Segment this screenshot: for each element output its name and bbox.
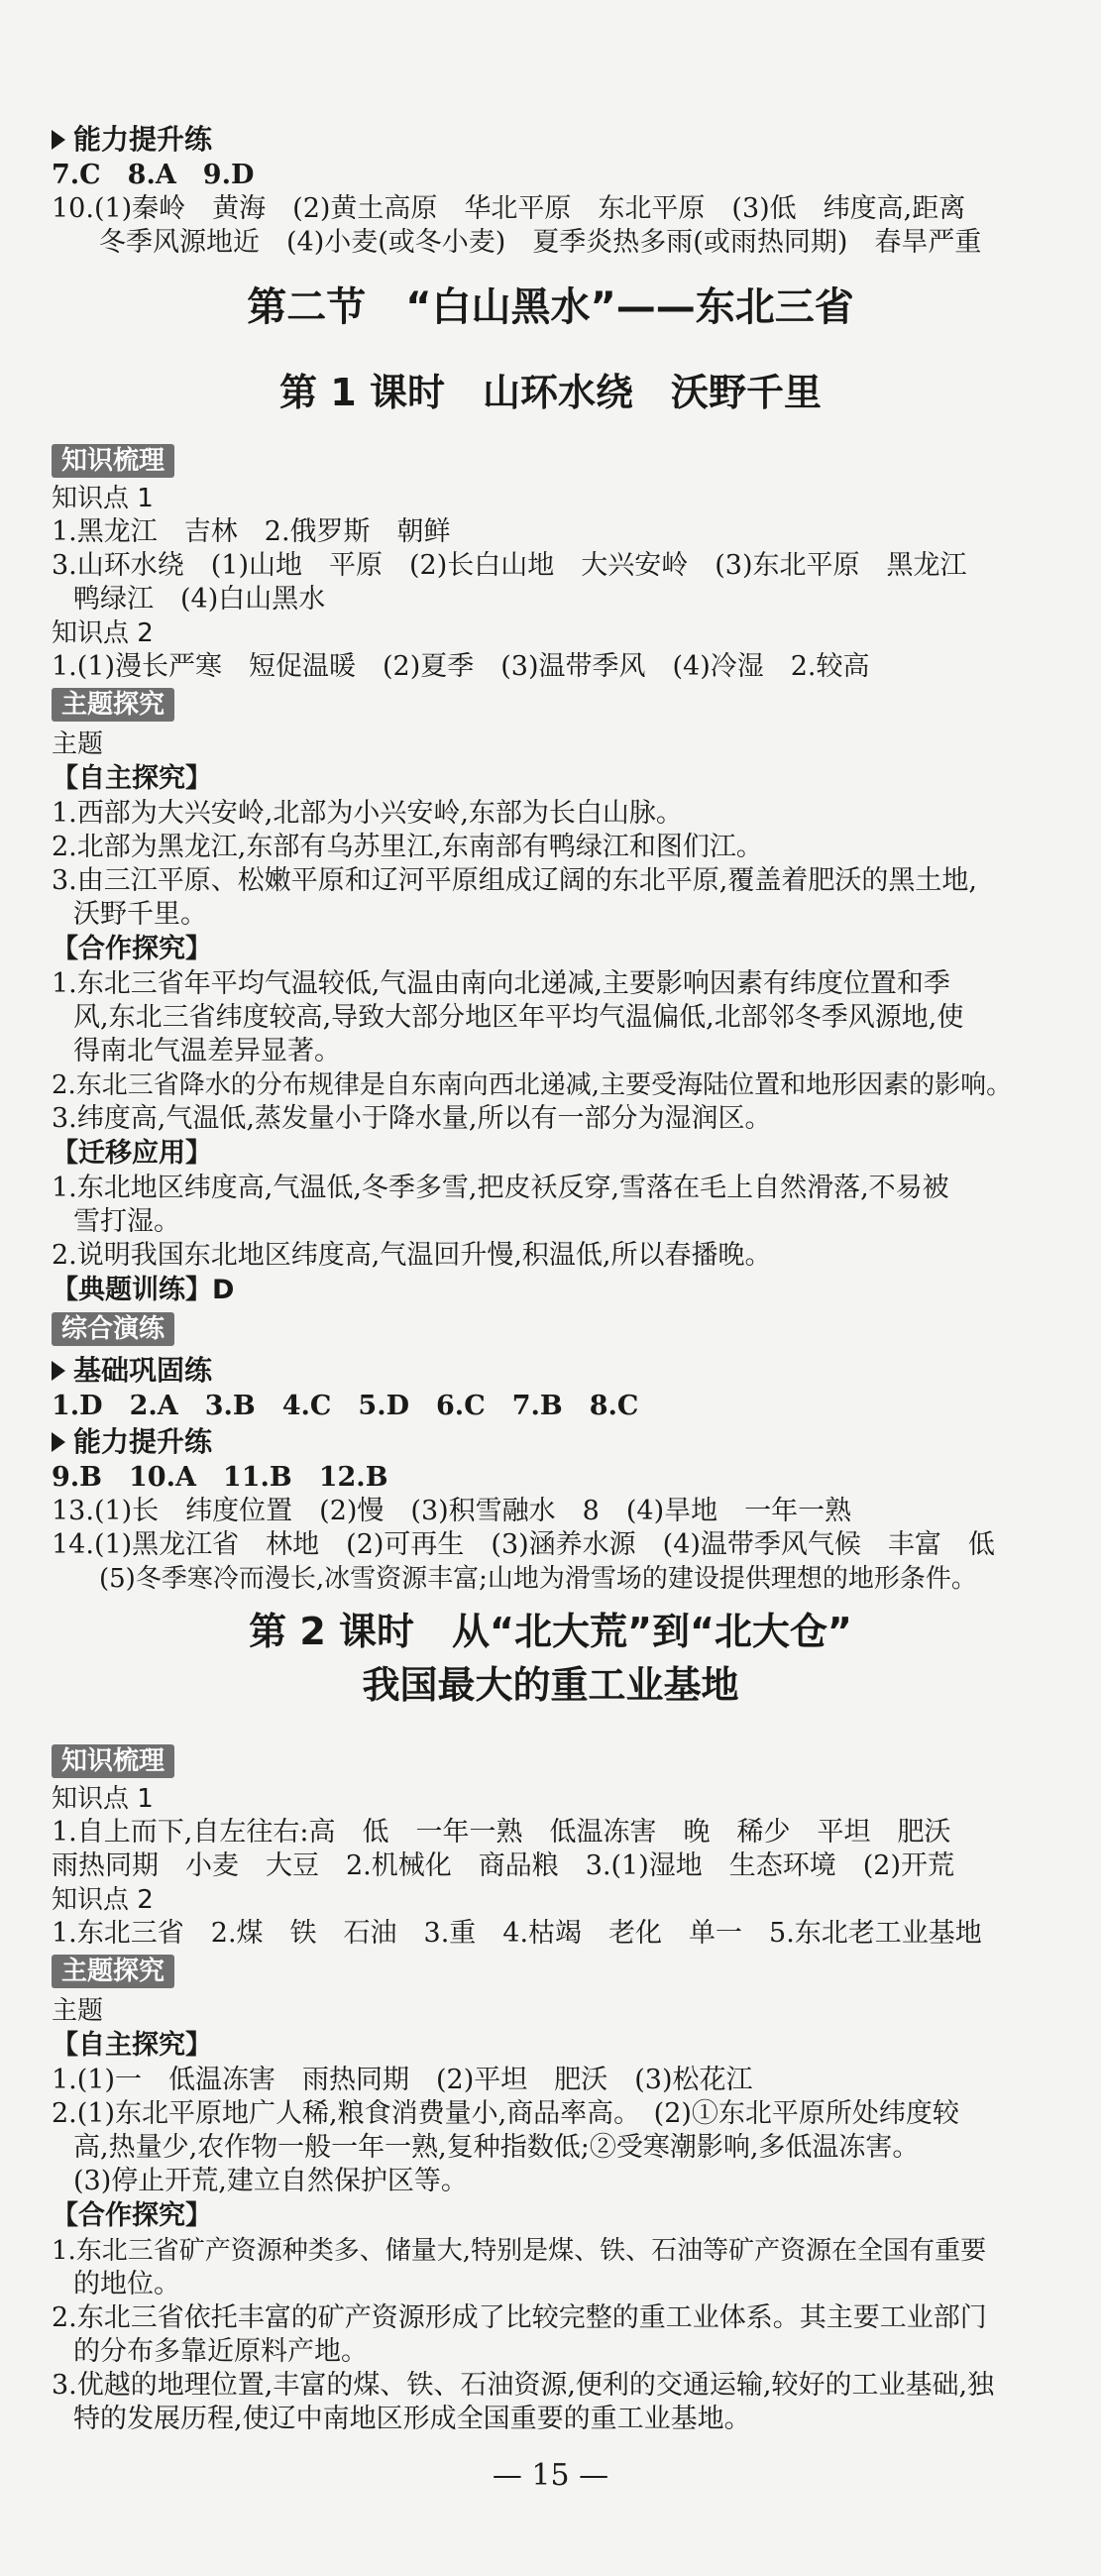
answer-line: 1.东北地区纬度高,气温低,冬季多雪,把皮袄反穿,雪落在毛上自然滑落,不易被 (52, 1173, 949, 1203)
answer-line: 1.东北三省矿产资源种类多、储量大,特别是煤、铁、石油等矿产资源在全国有重要 (52, 2236, 987, 2266)
triangle-icon (52, 1361, 65, 1381)
answer-line: 3.山环水绕 (1)山地 平原 (2)长白山地 大兴安岭 (3)东北平原 黑龙江 (52, 550, 967, 581)
answer-line: 雨热同期 小麦 大豆 2.机械化 商品粮 3.(1)湿地 生态环境 (2)开荒 (52, 1850, 955, 1881)
answer-line: 2.(1)东北平原地广人稀,粮食消费量小,商品率高。 (2)①东北平原所处纬度较 (52, 2098, 959, 2129)
answer-line: 3.由三江平原、松嫩平原和辽河平原组成辽阔的东北平原,覆盖着肥沃的黑土地, (52, 865, 977, 896)
answer-line: 风,东北三省纬度较高,导致大部分地区年平均气温偏低,北部邻冬季风源地,使 (73, 1002, 964, 1033)
knowledge-point: 知识点 1 (52, 484, 154, 513)
triangle-icon (52, 130, 65, 150)
answer-line: 特的发展历程,使辽中南地区形成全国重要的重工业基地。 (73, 2404, 751, 2434)
section-heading: 能力提升练 (52, 121, 1061, 159)
answer-line: 沃野千里。 (73, 899, 207, 930)
answer-line: 13.(1)长 纬度位置 (2)慢 (3)积雪融水 8 (4)旱地 一年一熟 (52, 1496, 852, 1526)
lesson-subtitle: 我国最大的重工业基地 (362, 1663, 739, 1707)
answer-line: 的分布多靠近原料产地。 (73, 2336, 368, 2367)
answer-line: 鸭绿江 (4)白山黑水 (73, 584, 326, 615)
subsection-heading: 【合作探究】 (52, 2200, 212, 2231)
lesson-title: 第 1 课时 山环水绕 沃野千里 (279, 371, 822, 414)
knowledge-point: 知识点 1 (52, 1784, 154, 1814)
answer-line: (3)停止开荒,建立自然保护区等。 (73, 2166, 468, 2196)
page-number: — 15 — (492, 2458, 609, 2493)
answer-line: 1.(1)漫长严寒 短促温暖 (2)夏季 (3)温带季风 (4)冷湿 2.较高 (52, 651, 870, 682)
section-badge: 知识梳理 (52, 1744, 174, 1778)
answer-line: 冬季风源地近 (4)小麦(或冬小麦) 夏季炎热多雨(或雨热同期) 春旱严重 (99, 227, 982, 258)
answer-line: (5)冬季寒冷而漫长,冰雪资源丰富;山地为滑雪场的建设提供理想的地形条件。 (99, 1564, 977, 1594)
answer-line: 高,热量少,农作物一般一年一熟,复种指数低;②受寒潮影响,多低温冻害。 (73, 2132, 920, 2163)
answer-line: 2.说明我国东北地区纬度高,气温回升慢,积温低,所以春播晚。 (52, 1240, 772, 1271)
subsection-heading: 【合作探究】 (52, 934, 212, 964)
answer-line: 1.西部为大兴安岭,北部为小兴安岭,东部为长白山脉。 (52, 798, 683, 829)
section-title: 第二节 “白山黑水”——东北三省 (247, 284, 854, 330)
answer-line: 9.B 10.A 11.B 12.B (52, 1462, 388, 1493)
answer-line: 的地位。 (73, 2269, 180, 2299)
section-badge: 主题探究 (52, 1955, 174, 1988)
answer-line: 2.东北三省依托丰富的矿产资源形成了比较完整的重工业体系。其主要工业部门 (52, 2302, 987, 2333)
theme-label: 主题 (52, 1996, 104, 2026)
section-heading: 能力提升练 (52, 1423, 1061, 1461)
answer-line: 得南北气温差异显著。 (73, 1036, 341, 1066)
top-section (52, 121, 1061, 260)
section-badge: 主题探究 (52, 688, 174, 722)
knowledge-point: 知识点 2 (52, 618, 154, 648)
section-badge: 知识梳理 (52, 444, 174, 478)
lesson-title: 第 2 课时 从“北大荒”到“北大仓” (249, 1610, 852, 1653)
subsection-heading: 【典题训练】D (52, 1275, 235, 1305)
subsection-heading: 【自主探究】 (52, 2030, 212, 2061)
answer-line: 1.D 2.A 3.B 4.C 5.D 6.C 7.B 8.C (52, 1391, 639, 1421)
answer-line: 3.纬度高,气温低,蒸发量小于降水量,所以有一部分为湿润区。 (52, 1103, 772, 1134)
answer-line: 10.(1)秦岭 黄海 (2)黄土高原 华北平原 东北平原 (3)低 纬度高,距离 (52, 193, 966, 224)
answer-line: 14.(1)黑龙江省 林地 (2)可再生 (3)涵养水源 (4)温带季风气候 丰富 低 (52, 1529, 995, 1560)
theme-label: 主题 (52, 729, 104, 759)
answer-line: 1.东北三省 2.煤 铁 石油 3.重 4.枯竭 老化 单一 5.东北老工业基地 (52, 1918, 982, 1949)
answer-line: 7.C 8.A 9.D (52, 160, 255, 190)
subsection-heading: 【迁移应用】 (52, 1138, 212, 1169)
subsection-heading: 【自主探究】 (52, 763, 212, 794)
triangle-icon (52, 1432, 65, 1452)
section-heading: 基础巩固练 (52, 1352, 1061, 1390)
section-badge: 综合演练 (52, 1312, 174, 1346)
answer-line: 1.东北三省年平均气温较低,气温由南向北递减,主要影响因素有纬度位置和季 (52, 968, 950, 999)
answer-line: 1.自上而下,自左往右:高 低 一年一熟 低温冻害 晚 稀少 平坦 肥沃 (52, 1817, 951, 1848)
lesson2-content (52, 1744, 1061, 2436)
answer-line: 雪打湿。 (73, 1206, 180, 1237)
answer-line: 2.北部为黑龙江,东部有乌苏里江,东南部有鸭绿江和图们江。 (52, 832, 763, 862)
lesson1-content (52, 444, 1061, 1596)
answer-line: 1.(1)一 低温冻害 雨热同期 (2)平坦 肥沃 (3)松花江 (52, 2065, 753, 2095)
answer-line: 2.东北三省降水的分布规律是自东南向西北递减,主要受海陆位置和地形因素的影响。 (52, 1070, 1013, 1100)
answer-line: 3.优越的地理位置,丰富的煤、铁、石油资源,便利的交通运输,较好的工业基础,独 (52, 2370, 995, 2401)
answer-line: 1.黑龙江 吉林 2.俄罗斯 朝鲜 (52, 516, 451, 547)
knowledge-point: 知识点 2 (52, 1885, 154, 1915)
